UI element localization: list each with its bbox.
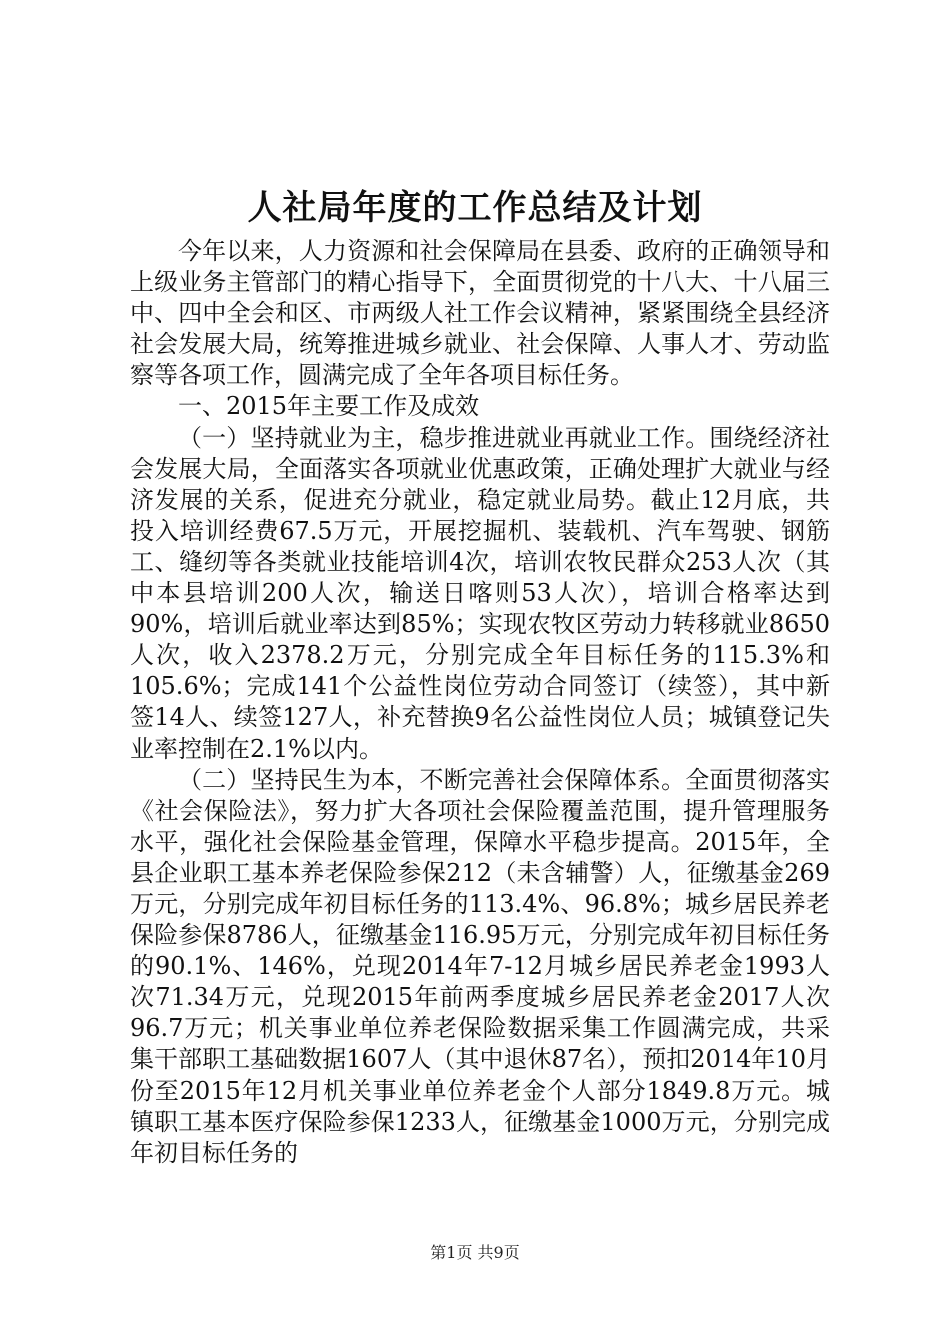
page-footer: 第1页 共9页 xyxy=(430,1243,520,1262)
employment-paragraph: （一）坚持就业为主，稳步推进就业再就业工作。围绕经济社会发展大局，全面落实各项就业优惠政策，正确处理扩大就业与经济发展的关系，促进充分就业，稳定就业局势。截止12月底，共投入培训经费67.5万元，开展挖掘机、装载机、汽车驾驶、钢筋工、缝纫等各类就业技能培训4次，培训农牧民群众253人次（其中本县培训200人次，输送日喀则53人次），培训合格率达到90%，培训后就业率达到85%；实现农牧区劳动力转移就业8650人次，收入2378.2万元，分别完成全年目标任务的115.3%和105.6%；完成141个公益性岗位劳动合同签订（续签），其中新签14人、续签127人，补充替换9名公益性岗位人员；城镇登记失业率控制在2.1%以内。 xyxy=(130,423,830,763)
section-heading: 一、2015年主要工作及成效 xyxy=(178,392,480,421)
intro-paragraph: 今年以来，人力资源和社会保障局在县委、政府的正确领导和上级业务主管部门的精心指导下，全面贯彻党的十八大、十八届三中、四中全会和区、市两级人社工作会议精神，紧紧围绕全县经济社会发展大局，统筹推进城乡就业、社会保障、人事人才、劳动监察等各项工作，圆满完成了全年各项目标任务。 xyxy=(130,237,830,390)
social-security-paragraph: （二）坚持民生为本，不断完善社会保障体系。全面贯彻落实《社会保险法》，努力扩大各项社会保险覆盖范围，提升管理服务水平，强化社会保险基金管理，保障水平稳步提高。2015年，全县企业职工基本养老保险参保212（未含辅警）人，征缴基金269万元，分别完成年初目标任务的113.4%、96.8%；城乡居民养老保险参保8786人，征缴基金116.95万元，分别完成年初目标任务的90.1%、146%，兑现2014年7-12月城乡居民养老金1993人次71.34万元，兑现2015年前两季度城乡居民养老金2017人次96.7万元；机关事业单位养老保险数据采集工作圆满完成，共采集干部职工基础数据1607人（其中退休87名），预扣2014年10月份至2015年12月机关事业单位养老金个人部分1849.8万元。城镇职工基本医疗保险参保1233人，征缴基金1000万元，分别完成年初目标任务的 xyxy=(130,765,830,1167)
document-title: 人社局年度的工作总结及计划 xyxy=(247,188,703,228)
document-body xyxy=(130,236,830,1169)
